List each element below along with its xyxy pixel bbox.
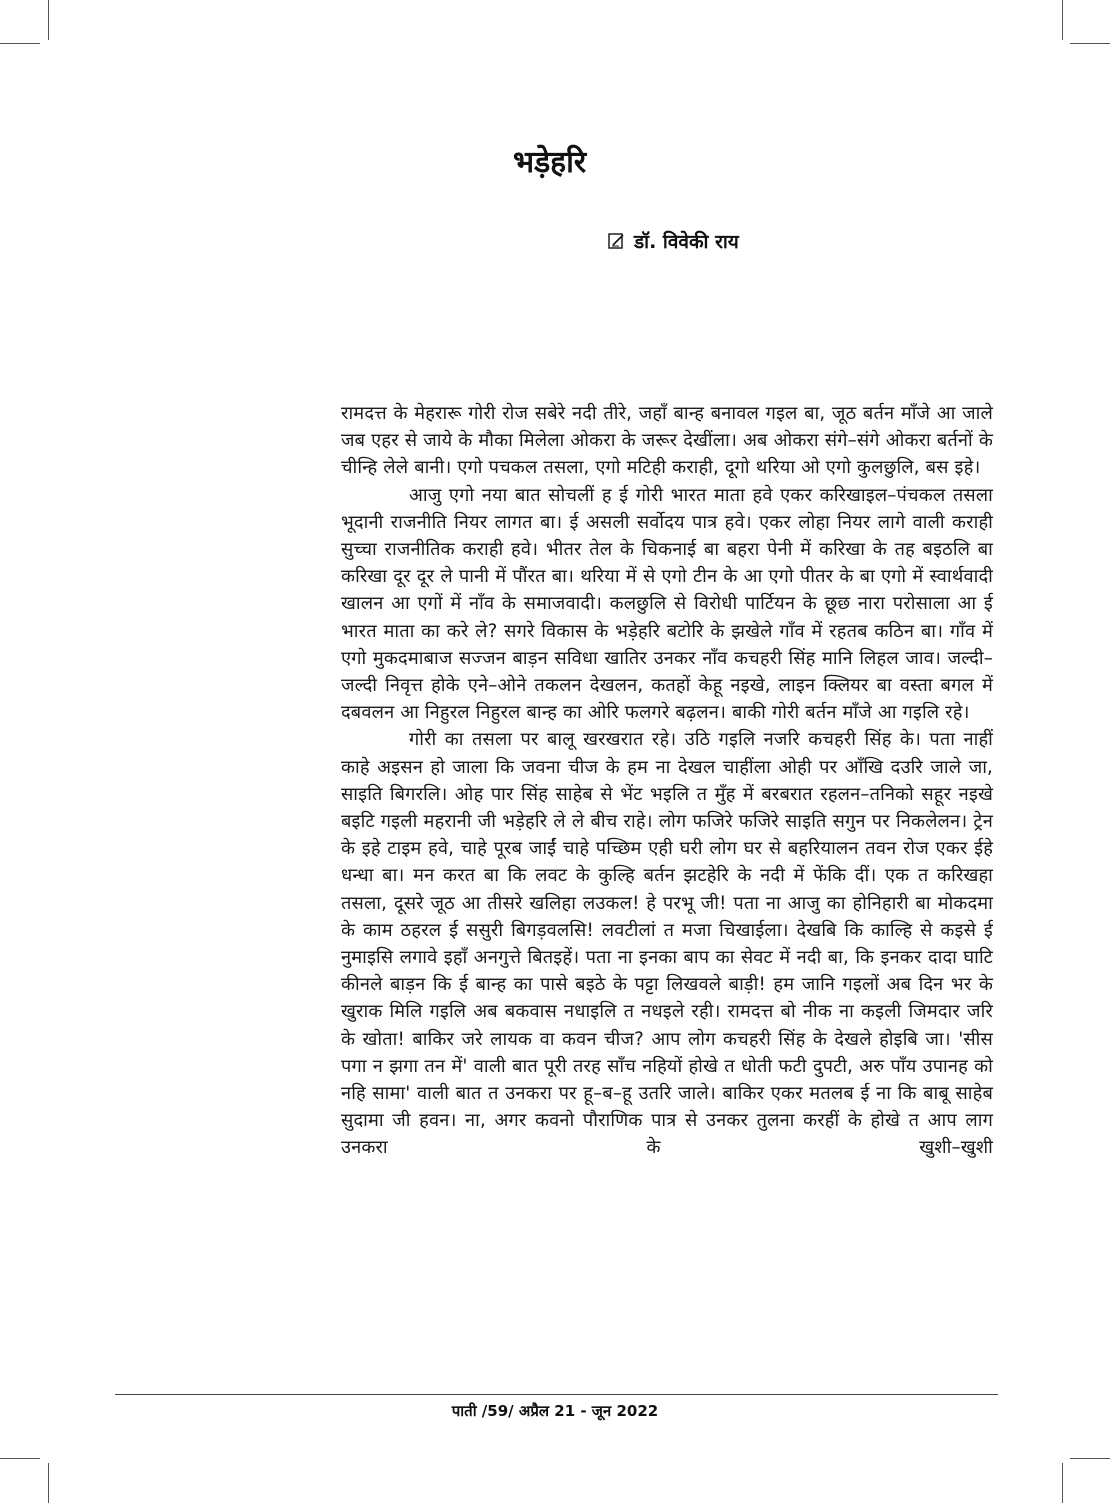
- crop-mark: [0, 43, 40, 44]
- crop-mark: [0, 1458, 40, 1459]
- pen-icon: [608, 232, 626, 250]
- author-name: डॉ. विवेकी राय: [634, 231, 739, 253]
- page-footer: पाती /59/ अप्रैल 21 - जून 2022: [451, 1402, 659, 1420]
- article-body: [341, 400, 993, 1162]
- paragraph: गोरी का तसला पर बालू खरखरात रहे। उठि गइलि नजरि कचहरी सिंह के। पता नाहीं काहे अइसन हो जाला कि जवना चीज के हम ना देखल चाहींला ओही पर आँखि दउरि जाले जा, साइति बिगरलि। ओह पार सिंह साहेब से भेंट भइलि त मुँह में बरबरात रहलन–तनिको सहूर नइखे बइटि गइली महरानी जी भड़ेहरि ले ले बीच राहे। लोग फजिरे फजिरे साइति सगुन पर निकलेलन। ट्रेन के इहे टाइम हवे, चाहे पूरब जाईं चाहे पच्छिम एही घरी लोग घर से बहरियालन तवन रोज एकर ईहे धन्धा बा। मन करत बा कि लवट के कुल्हि बर्तन झटहेरि के नदी में फेंकि दीं। एक त करिखहा तसला, दूसरे जूठ आ तीसरे खलिहा लउकल! हे परभू जी! पता ना आजु का होनिहारी बा मोकदमा के काम ठहरल ई ससुरी बिगड़वलसि! लवटीलां त मजा चिखाईला। देखबि कि काल्हि से कइसे ई नुमाइसि लगावे इहाँ अनगुत्ते बितइहें। पता ना इनका बाप का सेवट में नदी बा, कि इनकर दादा घाटि कीनले बाड़न कि ई बान्ह का पासे बइठे के पट्टा लिखवले बाड़ी! हम जानि गइलों अब दिन भर के खुराक मिलि गइलि अब बकवास नधाइलि त नधइले रही। रामदत्त बो नीक ना कइली जिमदार जरि के खोता! बाकिर जरे लायक वा कवन चीज? आप लोग कचहरी सिंह के देखले होइबि जा। 'सीस पगा न झगा तन में' वाली बात पूरी तरह साँच नहियों होखे त धोती फटी दुपटी, अरु पाँय उपानह को नहि सामा' वाली बात त उनकरा पर हू–ब–हू उतरि जाले। बाकिर एकर मतलब ई ना कि बाबू साहेब सुदामा जी हवन। ना, अगर कवनो पौराणिक पात्र से उनकर तुलना करहीं के होखे त आप लाग उनकरा के खुशी–खुशी: [341, 729, 993, 1159]
- author-byline: [608, 228, 739, 254]
- crop-mark: [1070, 43, 1110, 44]
- article-title: भड़ेहरि: [513, 145, 587, 180]
- crop-mark: [48, 0, 49, 40]
- footer-divider: [115, 1394, 998, 1395]
- crop-mark: [1062, 0, 1063, 40]
- crop-mark: [1062, 1463, 1063, 1503]
- paragraph: रामदत्त के मेहरारू गोरी रोज सबेरे नदी तीरे, जहाँ बान्ह बनावल गइल बा, जूठ बर्तन मॉंजे आ जाले जब एहर से जाये के मौका मिलेला ओकरा के जरूर देखींला। अब ओकरा संगे–संगे ओकरा बर्तनों के चीन्हि लेले बानी। एगो पचकल तसला, एगो मटिही कराही, दूगो थरिया ओ एगो कुलछुलि, बस इहे।: [341, 403, 993, 479]
- crop-mark: [48, 1463, 49, 1503]
- paragraph: आजु एगो नया बात सोचलीं ह ई गोरी भारत माता हवे एकर करिखाइल–पंचकल तसला भूदानी राजनीति नियर लागत बा। ई असली सर्वोदय पात्र हवे। एकर लोहा नियर लागे वाली कराही सुच्चा राजनीतिक कराही हवे। भीतर तेल के चिकनाई बा बहरा पेनी में करिखा के तह बइठलि बा करिखा दूर दूर ले पानी में पौंरत बा। थरिया में से एगो टीन के आ एगो पीतर के बा एगो में स्वार्थवादी खालन आ एगों में नाँव के समाजवादी। कलछुलि से विरोधी पार्टियन के छूछ नारा परोसाला आ ई भारत माता का करे ले? सगरे विकास के भड़ेहरि बटोरि के झखेले गाँव में रहतब कठिन बा। गाँव में एगो मुकदमाबाज सज्जन बाड़न सविधा खातिर उनकर नाँव कचहरी सिंह मानि लिहल जाव। जल्दी–जल्दी निवृत्त होके एने–ओने तकलन देखलन, कतहों केहू नइखे, लाइन क्लियर बा वस्ता बगल में दबवलन आ निहुरल निहुरल बान्ह का ओरि फलगरे बढ़लन। बाकी गोरी बर्तन माँजे आ गइलि रहे।: [341, 484, 993, 724]
- crop-mark: [1070, 1458, 1110, 1459]
